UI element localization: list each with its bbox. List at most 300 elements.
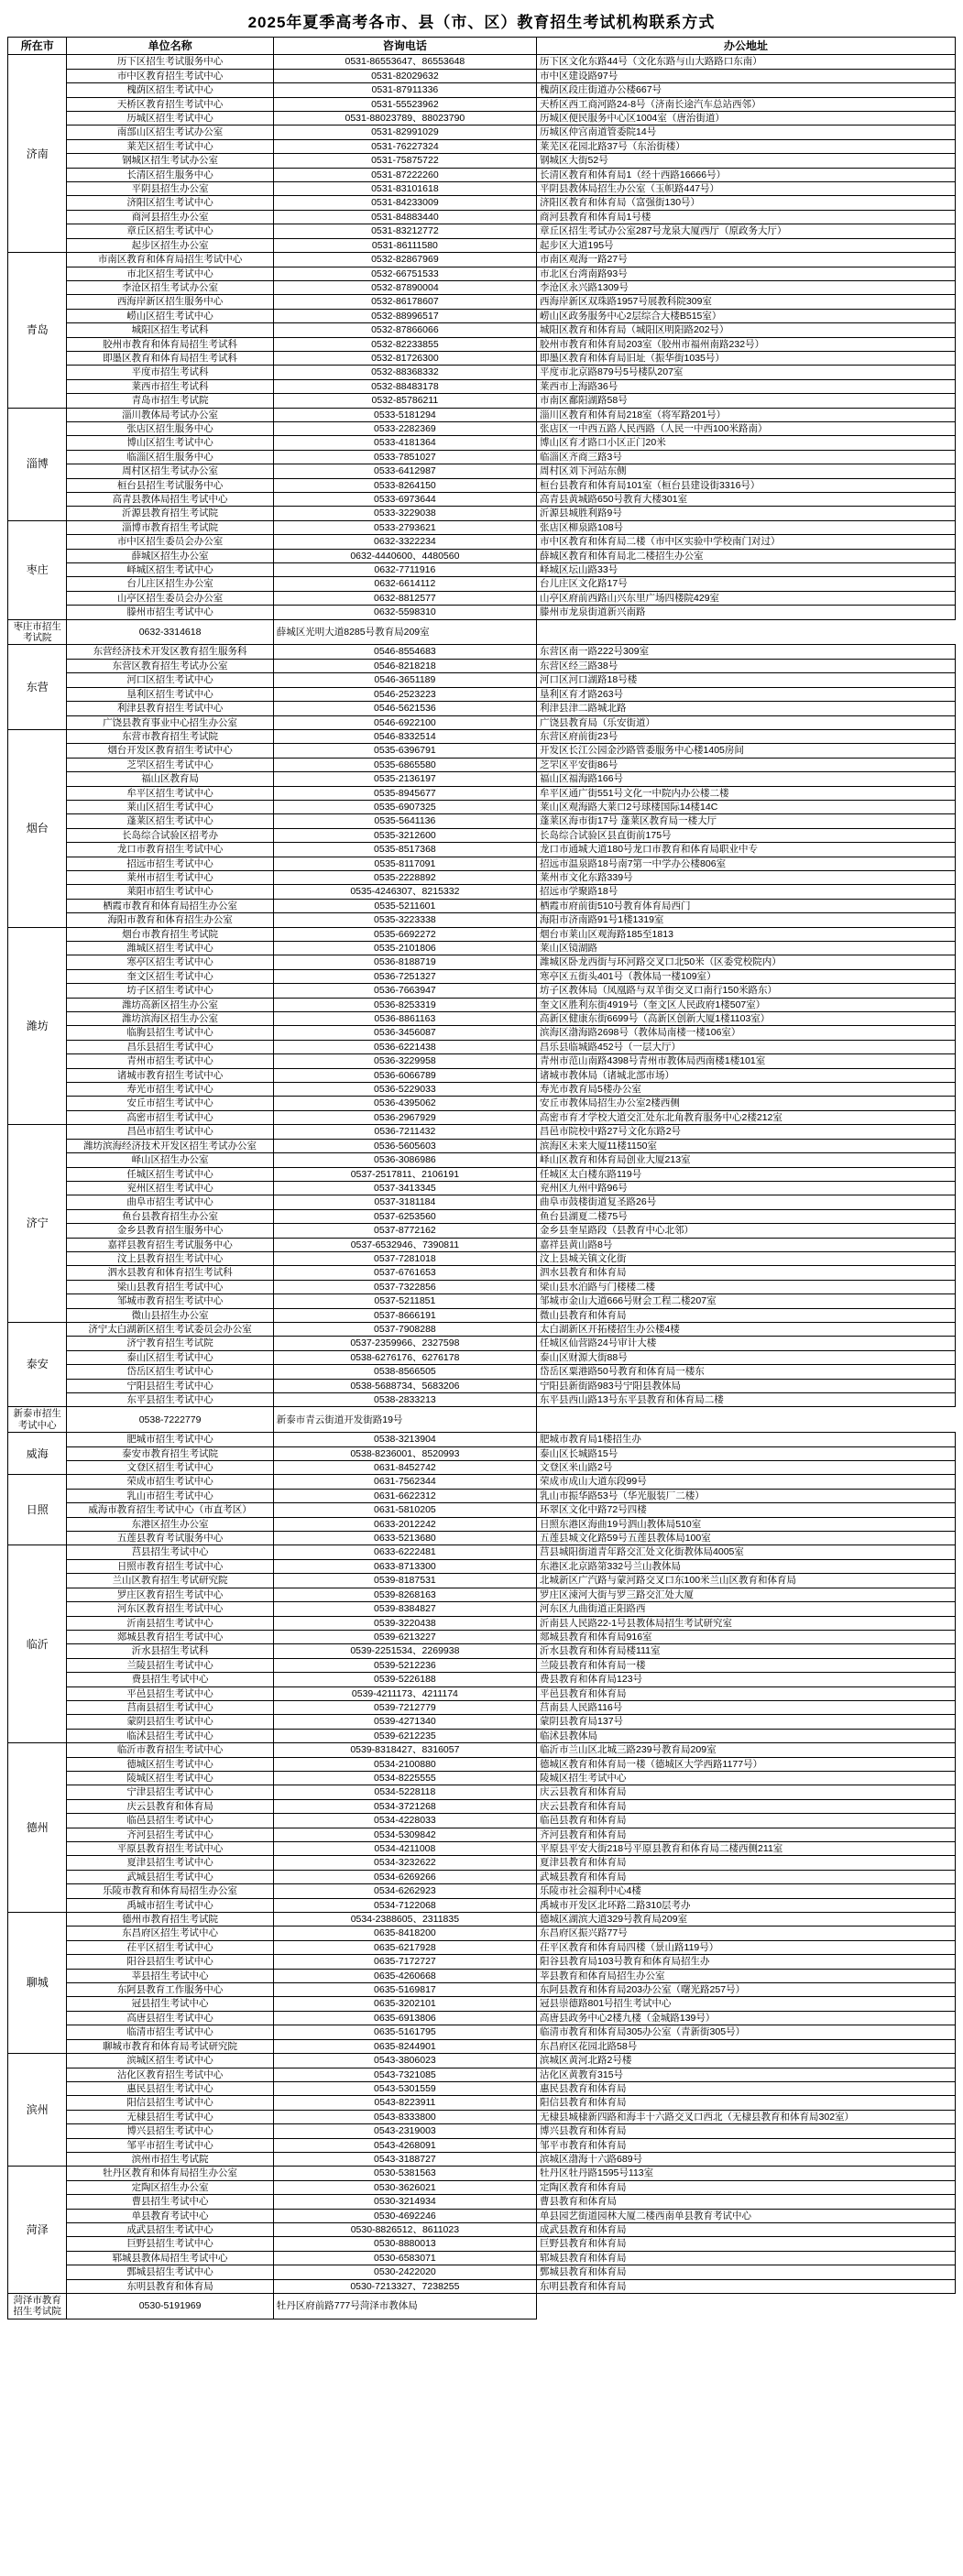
unit-name-cell: 蒙阴县招生考试中心 [67,1715,273,1729]
unit-name-cell: 肥城市招生考试中心 [67,1433,273,1446]
table-row [8,1393,956,1407]
unit-name-cell: 福山区教育局 [67,772,273,786]
table-row [8,154,956,168]
table-row [8,1224,956,1238]
address-cell: 寒亭区五街头401号（教体局一楼109室） [537,969,956,983]
address-cell: 峄山区教育和体育局创业大厦213室 [537,1153,956,1167]
phone-cell: 0531-87911336 [273,83,536,97]
unit-name-cell: 博山区招生考试中心 [67,436,273,450]
phone-cell: 0535-6865580 [273,758,536,771]
address-cell: 邹平市教育和体育局 [537,2138,956,2152]
address-cell: 利津县津二路城北路 [537,702,956,715]
phone-cell: 0531-76227324 [273,139,536,153]
phone-cell: 0539-6212235 [273,1729,536,1742]
table-row [8,1125,956,1139]
address-cell: 莱西市上海路36号 [537,379,956,393]
address-cell: 滨海区渤海路2698号（教体局南楼一楼106室） [537,1026,956,1040]
unit-name-cell: 济宁太白湖新区招生考试委员会办公室 [67,1322,273,1336]
address-cell: 沂南县人民路22-1号县教体局招生考试研究室 [537,1616,956,1630]
unit-name-cell: 莘县招生考试中心 [67,1969,273,1982]
phone-cell: 0534-7122068 [273,1898,536,1912]
phone-cell: 0535-8945677 [273,786,536,800]
table-row [8,2011,956,2025]
table-row [8,408,956,421]
unit-name-cell: 潍坊高新区招生办公室 [67,998,273,1011]
table-row [8,323,956,337]
unit-name-cell: 东明县教育和体育局 [67,2279,273,2293]
table-row [8,1842,956,1856]
table-row [8,126,956,139]
table-row [8,1503,956,1517]
phone-cell: 0531-55523962 [273,97,536,111]
unit-name-cell: 薛城区招生办公室 [67,549,273,562]
phone-cell: 0631-5810205 [273,1503,536,1517]
unit-name-cell: 泰安市教育招生考试院 [67,1446,273,1460]
table-row [8,2222,956,2236]
address-cell: 费县教育和体育局123号 [537,1673,956,1686]
table-row [8,238,956,252]
table-row [8,97,956,111]
unit-name-cell: 定陶区招生办公室 [67,2180,273,2194]
unit-name-cell: 龙口市教育招生考试中心 [67,843,273,857]
address-cell: 微山县教育和体育局 [537,1308,956,1322]
address-cell: 烟台市莱山区观海路185至1813 [537,927,956,941]
table-row [8,1757,956,1771]
address-cell: 昌邑市院校中路27号文化东路2号 [537,1125,956,1139]
unit-name-cell: 临邑县招生考试中心 [67,1814,273,1828]
unit-name-cell: 曹县招生考试中心 [67,2195,273,2209]
table-row [8,2081,956,2095]
unit-name-cell: 招远市招生考试中心 [67,857,273,870]
table-row [8,927,956,941]
address-cell: 文登区米山路2号 [537,1461,956,1475]
unit-name-cell: 聊城市教育和体育局考试研究院 [67,2039,273,2053]
phone-cell: 0538-7222779 [67,1407,273,1433]
phone-cell: 0539-8187531 [273,1574,536,1588]
phone-cell: 0534-2100880 [273,1757,536,1771]
unit-name-cell: 鄄城县招生考试中心 [67,2265,273,2279]
address-cell: 荣成市成山大道东段99号 [537,1475,956,1489]
table-row [8,1083,956,1097]
phone-cell: 0546-3651189 [273,673,536,687]
address-cell: 曹县教育和体育局 [537,2195,956,2209]
unit-name-cell: 兰陵县招生考试中心 [67,1658,273,1672]
table-row [8,2096,956,2110]
table-row [8,1700,956,1714]
unit-name-cell: 峄山区招生办公室 [67,1153,273,1167]
unit-name-cell: 市北区招生考试中心 [67,267,273,280]
address-cell: 北城新区广汽路与蒙河路交叉口东100米兰山区教育和体育局 [537,1574,956,1588]
table-row [8,507,956,520]
table-row [8,520,956,534]
unit-name-cell: 钢城区招生考试办公室 [67,154,273,168]
address-cell: 齐河县教育和体育局 [537,1828,956,1841]
address-cell: 西海岸新区双珠路1957号展教科院309室 [537,295,956,309]
phone-cell: 0531-88023789、88023790 [273,112,536,126]
unit-name-cell: 崂山区招生考试中心 [67,309,273,322]
address-cell: 蒙阴县教育局137号 [537,1715,956,1729]
table-row [8,1350,956,1364]
phone-cell: 0535-4246307、8215332 [273,885,536,899]
unit-name-cell: 昌邑市招生考试中心 [67,1125,273,1139]
unit-name-cell: 李沧区招生考试办公室 [67,280,273,294]
phone-cell: 0635-4260668 [273,1969,536,1982]
unit-name-cell: 成武县招生考试中心 [67,2222,273,2236]
unit-name-cell: 罗庄区教育招生考试中心 [67,1588,273,1601]
table-row [8,1729,956,1742]
address-cell: 起步区大道195号 [537,238,956,252]
address-cell: 阳谷县教育局103号教育和体育局招生办 [537,1955,956,1969]
unit-name-cell: 峄城区招生考试中心 [67,563,273,577]
phone-cell: 0537-6253560 [273,1209,536,1223]
unit-name-cell: 郓城县教体局招生考试中心 [67,2251,273,2265]
table-row [8,1379,956,1392]
address-cell: 广饶县教育局（乐安街道） [537,715,956,729]
address-cell: 莱山区镜湖路 [537,942,956,955]
phone-cell: 0536-3086986 [273,1153,536,1167]
unit-name-cell: 乳山市招生考试中心 [67,1489,273,1502]
address-cell: 莱州市文化东路339号 [537,870,956,884]
unit-name-cell: 诸城市教育招生考试中心 [67,1068,273,1082]
table-row [8,2209,956,2222]
address-cell: 郓城县教育和体育局 [537,2251,956,2265]
unit-name-cell: 巨野县招生考试中心 [67,2237,273,2251]
unit-name-cell: 博兴县招生考试中心 [67,2124,273,2138]
address-cell: 任城区太白楼东路119号 [537,1167,956,1181]
address-cell: 胶州市教育和体育局203室（胶州市福州南路232号） [537,337,956,351]
address-cell: 滨海区未来大厦11楼1150室 [537,1139,956,1152]
table-row [8,112,956,126]
address-cell: 垦利区育才路263号 [537,687,956,701]
address-cell: 李沧区永兴路1309号 [537,280,956,294]
unit-name-cell: 周村区招生考试办公室 [67,464,273,478]
table-row [8,210,956,224]
phone-cell: 0543-8223911 [273,2096,536,2110]
phone-cell: 0635-5161795 [273,2025,536,2039]
address-cell: 宁阳县新街路983号宁阳县教体局 [537,1379,956,1392]
phone-cell: 0530-3626021 [273,2180,536,2194]
address-cell: 金乡县奎星路段（县教育中心北邻） [537,1224,956,1238]
unit-name-cell: 滕州市招生考试中心 [67,606,273,619]
table-row [8,885,956,899]
unit-name-cell: 冠县招生考试中心 [67,1997,273,2011]
phone-cell: 0531-83101618 [273,182,536,196]
address-cell: 钢城区大街52号 [537,154,956,168]
phone-cell: 0633-8713300 [273,1559,536,1573]
table-row [8,870,956,884]
table-row [8,1898,956,1912]
phone-cell: 0539-7212779 [273,1700,536,1714]
unit-name-cell: 阳谷县招生考试中心 [67,1955,273,1969]
address-cell: 泰山区财源大街88号 [537,1350,956,1364]
table-row [8,2180,956,2194]
table-row [8,955,956,969]
table-row [8,1559,956,1573]
address-cell: 牡丹区牡丹路1595号113室 [537,2167,956,2180]
phone-cell: 0534-4211008 [273,1842,536,1856]
unit-name-cell: 庆云县教育和体育局 [67,1799,273,1813]
address-cell: 东昌府区花园北路58号 [537,2039,956,2053]
phone-cell: 0539-6213227 [273,1630,536,1643]
phone-cell: 0543-5301559 [273,2081,536,2095]
unit-name-cell: 东港区招生办公室 [67,1517,273,1531]
table-row [8,351,956,365]
column-header-city: 所在市 [8,38,67,55]
unit-name-cell: 威海市教育招生考试中心（市直考区） [67,1503,273,1517]
address-cell: 台儿庄区文化路17号 [537,577,956,591]
unit-name-cell: 芝罘区招生考试中心 [67,758,273,771]
table-row [8,1997,956,2011]
phone-cell: 0536-3456087 [273,1026,536,1040]
unit-name-cell: 烟台开发区教育招生考试中心 [67,744,273,758]
phone-cell: 0635-8418200 [273,1927,536,1940]
address-cell: 兖州区九州中路96号 [537,1181,956,1195]
table-row [8,139,956,153]
table-row [8,1181,956,1195]
table-row [8,1969,956,1982]
table-row [8,2167,956,2180]
table-row [8,1195,956,1209]
table-row [8,1337,956,1350]
table-row [8,224,956,238]
phone-cell: 0537-6532946、7390811 [273,1238,536,1251]
city-cell: 淄博 [8,408,67,520]
city-cell: 济南 [8,55,67,253]
phone-cell: 0535-5641136 [273,814,536,828]
phone-cell: 0632-6614112 [273,577,536,591]
phone-cell: 0533-2282369 [273,421,536,435]
unit-name-cell: 临沂市教育招生考试中心 [67,1743,273,1757]
address-cell: 高密市育才学校大道交汇处东北角教育服务中心2楼212室 [537,1110,956,1124]
table-row [8,1054,956,1068]
city-cell: 聊城 [8,1913,67,2054]
unit-name-cell: 蓬莱区招生考试中心 [67,814,273,828]
table-row [8,2039,956,2053]
page-title: 2025年夏季高考各市、县（市、区）教育招生考试机构联系方式 [247,14,716,31]
phone-cell: 0533-7851027 [273,450,536,464]
unit-name-cell: 梁山县教育招生考试中心 [67,1280,273,1293]
table-row [8,1097,956,1110]
address-cell: 巨野县教育和体育局 [537,2237,956,2251]
address-cell: 夏津县教育和体育局 [537,1856,956,1870]
phone-cell: 0546-8332514 [273,729,536,743]
table-row [8,1870,956,1883]
table-row [8,1294,956,1308]
city-cell: 德州 [8,1743,67,1913]
phone-cell: 0546-2523223 [273,687,536,701]
unit-name-cell: 坊子区招生考试中心 [67,984,273,998]
address-cell: 峄城区坛山路33号 [537,563,956,577]
table-row [8,729,956,743]
address-cell: 博兴县教育和体育局 [537,2124,956,2138]
table-row [8,591,956,605]
column-header-unit: 单位名称 [67,38,273,55]
phone-cell: 0539-5212236 [273,1658,536,1672]
table-row [8,1940,956,1954]
unit-name-cell: 临淄区招生服务中心 [67,450,273,464]
table-row [8,606,956,619]
phone-cell: 0535-6692272 [273,927,536,941]
address-cell: 市北区台湾南路93号 [537,267,956,280]
phone-cell: 0535-8517368 [273,843,536,857]
table-row [8,1686,956,1700]
table-row [8,436,956,450]
phone-cell: 0535-3212600 [273,828,536,842]
column-header-phone: 咨询电话 [273,38,536,55]
address-cell: 肥城市教育局1楼招生办 [537,1433,956,1446]
table-row [8,1012,956,1026]
city-cell: 威海 [8,1433,67,1475]
table-row [8,394,956,408]
phone-cell: 0530-6583071 [273,2251,536,2265]
table-row [8,1322,956,1336]
table-row [8,1771,956,1785]
city-cell: 枣庄 [8,520,67,619]
table-row [8,1588,956,1601]
unit-name-cell: 临沭县招生考试中心 [67,1729,273,1742]
phone-cell: 0535-8117091 [273,857,536,870]
table-row [8,295,956,309]
phone-cell: 0536-5229033 [273,1083,536,1097]
unit-name-cell: 桓台县招生考试服务中心 [67,478,273,492]
table-row [8,1167,956,1181]
address-cell: 沾化区黄教育315号 [537,2068,956,2081]
phone-cell: 0533-5181294 [273,408,536,421]
phone-cell: 0536-8861163 [273,1012,536,1026]
table-row [8,1785,956,1799]
table-row [8,913,956,927]
phone-cell: 0546-6922100 [273,715,536,729]
table-row [8,493,956,507]
unit-name-cell: 金乡县教育招生服务中心 [67,1224,273,1238]
phone-cell: 0531-87222260 [273,168,536,181]
unit-name-cell: 莱芜区招生考试中心 [67,139,273,153]
phone-cell: 0632-3322234 [273,535,536,549]
phone-cell: 0532-88483178 [273,379,536,393]
phone-cell: 0533-6412987 [273,464,536,478]
contact-table [7,4,956,2319]
table-row [8,1407,956,1433]
phone-cell: 0536-6066789 [273,1068,536,1082]
phone-cell: 0534-5228118 [273,1785,536,1799]
unit-name-cell: 潍坊滨海区招生办公室 [67,1012,273,1026]
unit-name-cell: 即墨区教育和体育局招生考试科 [67,351,273,365]
unit-name-cell: 枣庄市招生考试院 [8,619,67,645]
table-row [8,1799,956,1813]
unit-name-cell: 莱阳市招生考试中心 [67,885,273,899]
table-row [8,1461,956,1475]
address-cell: 禹城市开发区北环路二路310层考办 [537,1898,956,1912]
phone-cell: 0632-4440600、4480560 [273,549,536,562]
address-cell: 周村区刘下河站东侧 [537,464,956,478]
table-row [8,1955,956,1969]
unit-name-cell: 东营市教育招生考试院 [67,729,273,743]
phone-cell: 0536-7663947 [273,984,536,998]
address-cell: 高青县黄城路650号教育大楼301室 [537,493,956,507]
unit-name-cell: 沂水县招生考试科 [67,1644,273,1658]
table-row [8,1433,956,1446]
address-cell: 乳山市振华路53号（华光服装厂二楼） [537,1489,956,1502]
table-row [8,1673,956,1686]
address-cell: 青州市范山南路4398号青州市教体局西南楼1楼101室 [537,1054,956,1068]
address-cell: 招远市学聚路18号 [537,885,956,899]
phone-cell: 0536-7211432 [273,1125,536,1139]
phone-cell: 0538-8236001、8520993 [273,1446,536,1460]
unit-name-cell: 西海岸新区招生服务中心 [67,295,273,309]
table-row [8,1913,956,1927]
address-cell: 滨城区黄河北路2号楼 [537,2054,956,2068]
address-cell: 开发区长江公园金沙路管委服务中心楼1405房间 [537,744,956,758]
address-cell: 庆云县教育和体育局 [537,1785,956,1799]
unit-name-cell: 新泰市招生考试中心 [8,1407,67,1433]
address-cell: 河东区九曲街道正阳路西 [537,1602,956,1616]
table-row [8,998,956,1011]
address-cell: 兰陵县教育和体育局一楼 [537,1658,956,1672]
unit-name-cell: 莱山区招生考试中心 [67,800,273,813]
phone-cell: 0531-82029632 [273,69,536,82]
address-cell: 东营区府前街23号 [537,729,956,743]
phone-cell: 0530-2422020 [273,2265,536,2279]
table-row [8,758,956,771]
table-row [8,83,956,97]
unit-name-cell: 天桥区教育招生考试中心 [67,97,273,111]
table-row [8,1630,956,1643]
unit-name-cell: 武城县招生考试中心 [67,1870,273,1883]
table-row [8,2152,956,2166]
address-cell: 阳信县教育和体育局 [537,2096,956,2110]
phone-cell: 0534-8225555 [273,1771,536,1785]
unit-name-cell: 单县教育考试中心 [67,2209,273,2222]
address-cell: 栖霞市府前街510号教育体育局西门 [537,899,956,912]
table-row [8,69,956,82]
phone-cell: 0539-3220438 [273,1616,536,1630]
unit-name-cell: 垦利区招生考试中心 [67,687,273,701]
address-cell: 庆云县教育和体育局 [537,1799,956,1813]
address-cell: 临淄区齐商三路3号 [537,450,956,464]
address-cell: 东港区北京路第332号兰山教体局 [537,1559,956,1573]
table-row [8,267,956,280]
unit-name-cell: 五莲县教育考试服务中心 [67,1532,273,1545]
address-cell: 东明县教育和体育局 [537,2279,956,2293]
phone-cell: 0532-85786211 [273,394,536,408]
table-row [8,421,956,435]
phone-cell: 0635-3202101 [273,1997,536,2011]
address-cell: 陵城区招生考试中心 [537,1771,956,1785]
address-cell: 山亭区府前西路山兴东里广场四楼院429室 [537,591,956,605]
unit-name-cell: 奎文区招生考试中心 [67,969,273,983]
address-cell: 市中区建设路97号 [537,69,956,82]
city-cell: 潍坊 [8,927,67,1125]
table-row [8,1153,956,1167]
table-row [8,786,956,800]
unit-name-cell: 泰山区招生考试中心 [67,1350,273,1364]
table-row [8,673,956,687]
phone-cell: 0537-6761653 [273,1266,536,1280]
phone-cell: 0535-5211601 [273,899,536,912]
phone-cell: 0635-5169817 [273,1983,536,1997]
address-cell: 淄川区教育和体育局218室（将军路201号） [537,408,956,421]
phone-cell: 0631-8452742 [273,1461,536,1475]
address-cell: 平阴县教体局招生办公室（玉帜路447号） [537,182,956,196]
unit-name-cell: 惠民县招生考试中心 [67,2081,273,2095]
unit-name-cell: 历下区招生考试服务中心 [67,55,273,69]
phone-cell: 0537-8772162 [273,1224,536,1238]
unit-name-cell: 台儿庄区招生办公室 [67,577,273,591]
table-row [8,2068,956,2081]
address-cell: 诸城市教体局（诸城北部市场） [537,1068,956,1082]
address-cell: 历城区便民服务中心区1004室（唐治街道） [537,112,956,126]
phone-cell: 0530-4692246 [273,2209,536,2222]
